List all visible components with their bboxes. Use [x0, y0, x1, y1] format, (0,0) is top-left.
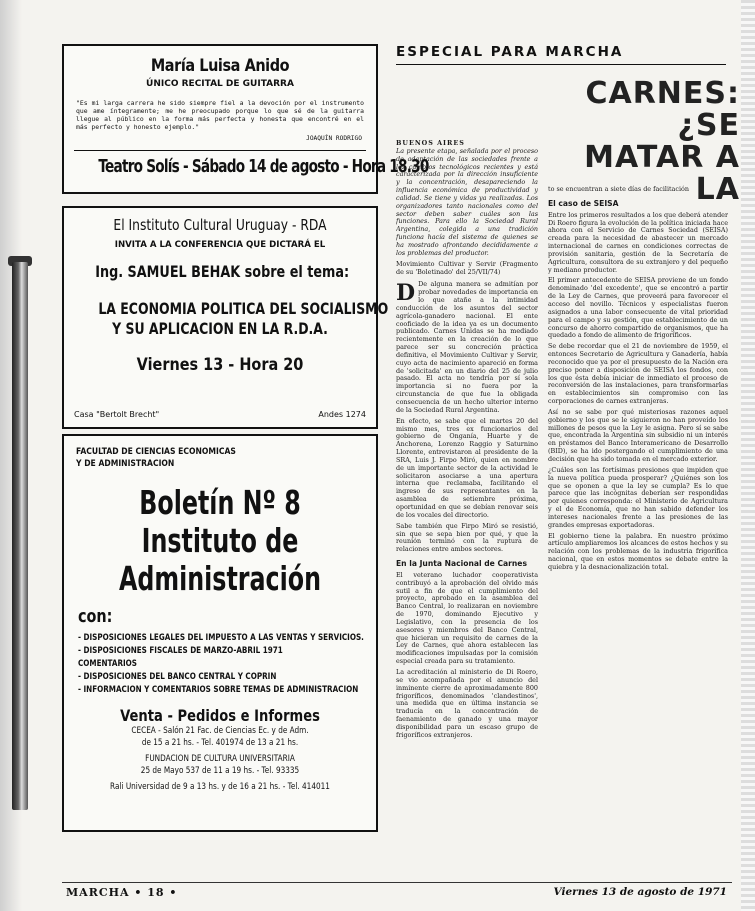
- article-body-4: El veterano luchador cooperativista contribuyó a la aprobación del olvido más sutil a fin de que el cumplimiento del proyecto, aprobado en la asamblea del Banco Central, lo realizaran en noviembre de 1970, dominando Ejecutivo y Legislativo, con la presencia de los asesores y miembros del Banco Central, que hicieran un requisito de carnes de la Ley de Carnes, que ahora establecen las modificaciones impulsadas por la comisión especial creada para su tratamiento.: [396, 570, 538, 666]
- drop-cap: D: [396, 280, 416, 307]
- article-body-11: El gobierno tiene la palabra. En nuestro próximo artículo ampliaremos los alcances de estos hechos y su relación con los problemas de la industria frigorífica nacional, que en estos momentos se debate entre la quiebra y la desnacionalización total.: [548, 531, 728, 571]
- instituto-topic-line2: Y SU APLICACION EN LA R.D.A.: [112, 319, 328, 338]
- list-item: - DISPOSICIONES LEGALES DEL IMPUESTO A LAS VENTAS Y SERVICIOS.: [78, 632, 364, 642]
- boletin-title: [108, 484, 333, 598]
- article-body-1-text: De alguna manera se admitían por probar novedades de importancia en lo que atañe a la intimidad conducción de los asuntos del sector agrícola-ganadero nacional. El ente cooficiado de la idea ya es un documento publicado. Carnes Unidas se ha mediado recientemente en la creación de lo que parece ser su concreción práctica definitiva, el Movimiento Cultivar y Servir, cuyo acta de nacimiento apareció en forma de 'solicitada' en un diario del 25 de julio pasado. El acta no tendría por sí sola importancia si no fuera por la circunstancia de que fue la obligada consecuencia de un hecho ulterior interno de la Sociedad Rural Argentina.: [396, 280, 538, 414]
- article-column-2: [548, 140, 728, 885]
- article-body-5: La acreditación al ministerio de Di Roero, se vio acompañada por el anuncio del inminente cierre de aproximadamente 800 frigoríficos, denominados 'clandestinos', una medida que en última instancia se traducía en la concentración de faenamiento de ganado y una mayor disponibilidad para un escaso grupo de frigoríficos extranjeros.: [396, 668, 538, 739]
- boletin-venta: Venta - Pedidos e Informes: [120, 706, 320, 725]
- list-item: COMENTARIOS: [78, 658, 137, 668]
- instituto-venue: Casa "Bertolt Brecht": [74, 410, 160, 419]
- boletin-faculty-line2: Y DE ADMINISTRACION: [76, 459, 175, 469]
- recital-date: Teatro Solís - Sábado 14 de agosto - Hora 18.30: [98, 157, 429, 177]
- headline-spacer: [548, 140, 728, 186]
- article-intro: to se encuentran a siete días de facilitación: [548, 185, 689, 193]
- boletin-info-5: Rali Universidad de 9 a 13 hs. y de 16 a 21 hs. - Tel. 414011: [110, 782, 330, 792]
- headline-line1: CARNES: ¿SE: [585, 76, 740, 143]
- section-heading-seisa: El caso de SEISA: [548, 198, 619, 208]
- boletin-info-4: 25 de Mayo 537 de 11 a 19 hs. - Tel. 93335: [140, 766, 300, 776]
- instituto-topic: [98, 299, 389, 339]
- article-body-6: Entre los primeros resultados a los que deberá atender Di Roero figura la evolución de la política iniciada hace ahora con el Servicio de Carnes Sociedad (SEISA) creada para la necesidad de abastecer un mercado internacional de carnes en condiciones correctas de provisión sanitaria, gestión de la Secretaría de Agricultura, consultora de su extranjero y del pequeño y mediano productor.: [548, 210, 728, 274]
- list-item: - DISPOSICIONES FISCALES DE MARZO-ABRIL 1971: [78, 645, 283, 655]
- list-item: - DISPOSICIONES DEL BANCO CENTRAL Y COPRIN: [78, 671, 277, 681]
- article-body-1: [396, 281, 538, 414]
- instituto-when: Viernes 13 - Hora 20: [136, 355, 304, 375]
- boletin-title-line3: Administración: [118, 559, 322, 598]
- boletin-info-3: FUNDACION DE CULTURA UNIVERSITARIA: [145, 754, 295, 764]
- article-body-2: En efecto, se sabe que el martes 20 del mismo mes, tres ex funcionarios del gobierno de Onganía, Huarte y de Anchorena, Lorenzo Raggio y Saturnino Llorente, entrevistaron al presidente de la SRA, Luis J. Firpo Miró, quien en nombre de un importante sector de la actividad le solicitaron asociarse a una apertura interna que reclamaba, facilitando el ingreso de sus representantes en la asamblea de setiembre próxima, oportunidad en que se debían renovar seis de los vocales del directorio.: [396, 416, 538, 519]
- recital-artist: María Luisa Anido: [150, 56, 290, 76]
- article-dateline: BUENOS AIRES: [396, 140, 465, 147]
- boletin-ad: [62, 434, 378, 832]
- footer-rule: [62, 882, 732, 883]
- kicker-rule: [396, 64, 726, 65]
- recital-divider: [74, 150, 366, 151]
- boletin-info-2: de 15 a 21 hs. - Tel. 401974 de 13 a 21 hs.: [141, 738, 299, 748]
- article-source: Movimiento Cultivar y Servir (Fragmento de su 'Boletinado' del 25/VII/74): [396, 259, 538, 276]
- instituto-title: El Instituto Cultural Uruguay - RDA: [113, 216, 327, 234]
- instituto-invite: INVITA A LA CONFERENCIA QUE DICTARÁ EL: [114, 240, 326, 250]
- article-lead: La presente etapa, señalada por el proceso de adaptación de las sociedades frente a los cambios tecnológicos recientes y está caracterizada por la dirección insuficiente y la concentración, desapareciendo la influencia económica de productividad y calidad. Se tiene y vidas ya realizadas. Los organizadores tanto nacionales como del sector deben saber cuáles son las funciones. Para ello la Sociedad Rural Argentina, colegida a una tradición funciona hacía del sistema de quienes se ha mostrado afrontando decididamente a los problemas del productor.: [396, 146, 538, 257]
- recital-ad: [62, 44, 429, 194]
- article-body-10: ¿Cuáles son las fortísimas presiones que impiden que la nueva política pueda prosperar? ¿Quiénes son los que se oponen a que la ley se cumpla? Es lo que parece que las incógnitas deberían ser respondidas por quienes corresponda: el Ministerio de Agricultura y el de Economía, que no han sabido defender los intereses nacionales frente a las presiones de las grandes empresas exportadoras.: [548, 465, 728, 529]
- article-body-8: Se debe recordar que el 21 de noviembre de 1959, el entonces Secretario de Agricultura y Ganadería, había reconocido que ya por el presupuesto de la Nación era preciso poner a disposición de SEISA los fondos, con los que ésta debía iniciar de inmediato el proceso de reconversión de las instalaciones, para transformarlas en establecimientos sin compromiso con las corporaciones de carnes extranjeras.: [548, 342, 728, 406]
- instituto-ad: [62, 206, 389, 429]
- footer-date: Viernes 13 de agosto de 1971: [553, 886, 727, 898]
- binder-rod: [12, 262, 28, 810]
- boletin-list: [78, 631, 376, 696]
- section-heading-junta: En la Junta Nacional de Carnes: [396, 559, 527, 569]
- article-body-7: El primer antecedente de SEISA proviene de un fondo denominado 'del excedente', que se encontró a partir de la Ley de Carnes, que proveerá para favorecer el acceso del novillo. Técnicos y especialistas fueron asignados a una labor consecuente de vital prioridad para el campo y su gestión, que establecimiento de un concurso de ahorro compartido de organismos, que ha quedado a fondo de alimento de frigoríficos.: [548, 276, 728, 340]
- boletin-title-line1: Boletín Nº 8: [139, 483, 301, 522]
- recital-quote-author: JOAQUÍN RODRIGO: [306, 135, 362, 142]
- footer-masthead: MARCHA • 18 •: [66, 886, 178, 899]
- instituto-topic-line1: LA ECONOMIA POLITICA DEL SOCIALISMO: [98, 299, 389, 318]
- boletin-title-line2: Instituto de: [141, 521, 299, 560]
- article-body-3: Sabe también que Firpo Miró se resistió, sin que se sepa bien por qué, y que la reunión terminó con la ruptura de relaciones entre ambos sectores.: [396, 521, 538, 554]
- recital-subtitle: ÚNICO RECITAL DE GUITARRA: [146, 79, 294, 89]
- boletin-faculty: [76, 446, 331, 470]
- page-edge-texture: [741, 0, 755, 911]
- boletin-info-1: CECEA - Salón 21 Fac. de Ciencias Ec. y de Adm.: [131, 726, 309, 736]
- headline-line2: MATAR A LA: [584, 140, 740, 207]
- boletin-con: con:: [78, 606, 113, 627]
- article-kicker: ESPECIAL PARA MARCHA: [396, 44, 624, 60]
- instituto-footer: [74, 410, 366, 419]
- boletin-faculty-line1: FACULTAD DE CIENCIAS ECONOMICAS: [76, 447, 236, 457]
- article-body-9: Así no se sabe por qué misteriosas razones aquel gobierno y los que se le siguieron no han proveído los millones de pesos que la Ley le asigna. Pero sí se sabe que, encontrada la Argentina sin subsidio ni un interés en préstamos del Banco Interamericano de Desarrollo (BID), se ha ido postergando el cumplimiento de una decisión que ha sido tomada en el mercado exterior.: [548, 407, 728, 463]
- instituto-speaker: Ing. SAMUEL BEHAK sobre el tema:: [95, 262, 350, 281]
- instituto-address: Andes 1274: [318, 410, 366, 419]
- recital-quote: "Es mi larga carrera he sido siempre fiel a la devoción por el instrumento que ame íntegramente; me he preocupado porque lo que sé de la guitarra llegue al público en la forma más perfecta y honesta que encontré en el más perfecto y honesto ejemplo.": [76, 99, 364, 131]
- article-column-1: [396, 140, 538, 780]
- list-item: - INFORMACION Y COMENTARIOS SOBRE TEMAS DE ADMINISTRACION: [78, 684, 359, 694]
